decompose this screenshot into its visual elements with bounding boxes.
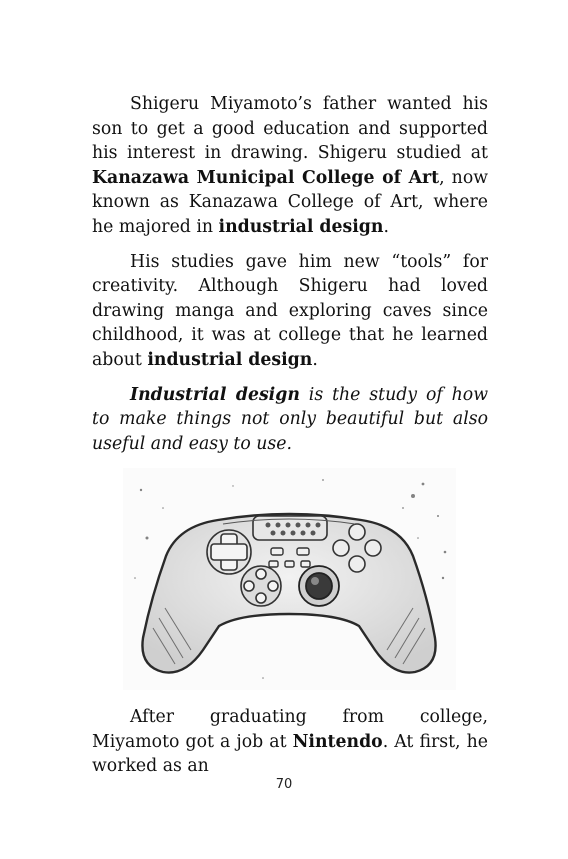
text-run: . [312, 349, 318, 370]
bold-term: Nintendo [292, 731, 383, 752]
game-controller-sketch-icon [123, 468, 456, 690]
paragraph-education [92, 92, 488, 240]
text-run: His studies gave him new “tools” for creativity. Although Shigeru had loved drawing manga and exploring caves since childhood, it was at college that he learned about [92, 251, 488, 370]
text-run: , now known as Kanazawa College of Art, where he majored in [92, 167, 489, 237]
text-run: is the study of how to make things not only beautiful but also useful and easy to use. [92, 384, 488, 454]
body-text-bottom [92, 705, 488, 779]
text-run: Shigeru Miyamoto’s father wanted his son to get a good education and supported his interest in drawing. Shigeru studied at [92, 94, 488, 164]
bold-term: Industrial design [130, 384, 300, 405]
bold-term: industrial design [147, 349, 313, 370]
paragraph-after-college [92, 705, 488, 779]
body-text-top [92, 92, 488, 456]
text-run: . At first, he worked as an [92, 731, 488, 777]
bold-term: industrial design [218, 216, 384, 237]
text-run: After graduating from college, Miyamoto got a job at [92, 707, 488, 752]
bold-term: Kanazawa Municipal College of Art [92, 167, 440, 188]
paragraph-definition [92, 383, 488, 457]
text-run: . [383, 216, 389, 237]
paragraph-studies [92, 250, 488, 373]
page-number: 70 [275, 777, 293, 792]
